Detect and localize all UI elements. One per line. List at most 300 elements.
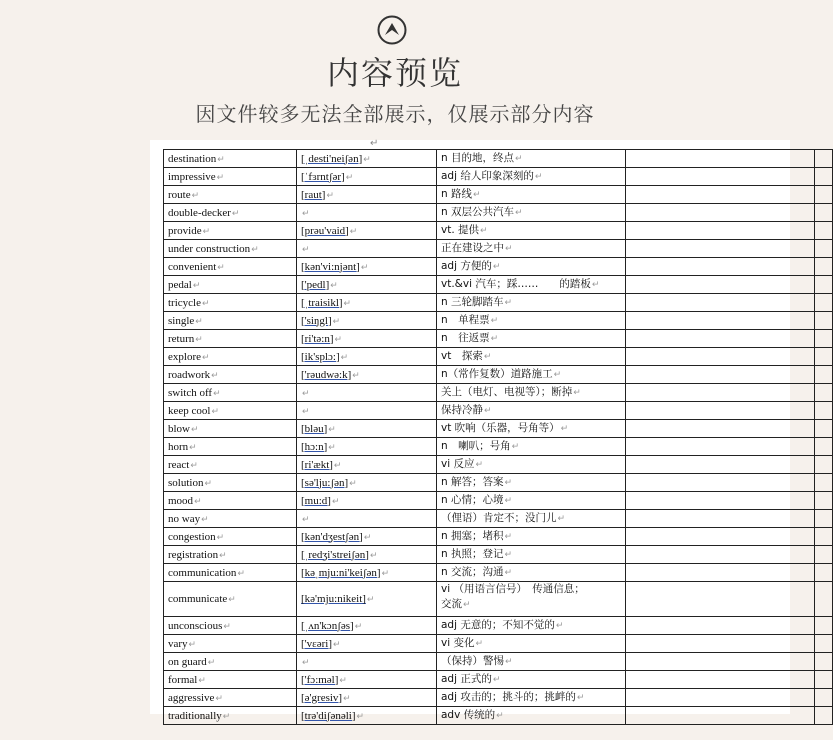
phonetic-cell [297,258,437,276]
empty-cell [626,671,815,689]
paragraph-mark: ↵ [217,153,225,164]
word-cell [164,276,297,294]
word-text: return [168,332,195,345]
phonetic-cell [297,582,437,617]
paragraph-mark: ↵ [496,711,504,721]
empty-cell [626,582,815,617]
phonetic-cell [297,168,437,186]
meaning-text: n 三轮脚踏车 [441,296,504,308]
meaning-cell [437,546,626,564]
paragraph-mark: ↵ [201,351,210,362]
empty-cell [626,420,815,438]
meaning-text: 保持冷静 [441,404,483,416]
word-cell [164,671,297,689]
phonetic-text: [ˌtraisikl] [301,296,343,309]
phonetic-text: [trə'diʃənəli] [301,709,356,722]
empty-cell [815,348,833,366]
word-text: on guard [168,655,207,668]
paragraph-mark: ↵ [483,352,492,362]
table-row [164,653,833,671]
phonetic-cell [297,204,437,222]
page-subtitle: 因文件较多无法全部展示，仅展示部分内容 [195,102,595,126]
table-row [164,617,833,635]
word-text: aggressive [168,691,215,704]
word-cell [164,582,297,617]
meaning-cell [437,366,626,384]
page-title: 内容预览 [326,54,463,92]
paragraph-mark: ↵ [190,459,198,470]
word-text: communicate [168,593,228,605]
meaning-cell [437,330,626,348]
paragraph-mark: ↵ [207,656,216,667]
meaning-cell [437,528,626,546]
paragraph-mark: ↵ [573,388,581,398]
table-row [164,240,833,258]
empty-cell [815,312,833,330]
empty-cell [815,671,833,689]
phonetic-cell [297,150,437,168]
meaning-text: vt 探索 [441,350,483,362]
empty-cell [815,707,833,725]
word-text: double-decker [168,206,231,219]
paragraph-mark: ↵ [490,334,499,344]
paragraph-mark: ↵ [192,279,201,290]
meaning-cell [437,474,626,492]
meaning-cell [437,617,626,635]
word-text: horn [168,440,189,453]
empty-cell [626,384,815,402]
paragraph-mark: ↵ [557,514,566,524]
meaning-text: n 目的地，终点 [441,152,514,164]
empty-cell [815,492,833,510]
up-arrow-logo-icon [377,15,407,45]
empty-cell [626,492,815,510]
word-text: traditionally [168,709,222,722]
empty-cell [815,204,833,222]
table-row [164,294,833,312]
paragraph-mark: ↵ [345,171,354,182]
meaning-cell [437,312,626,330]
empty-cell [626,204,815,222]
empty-cell [815,330,833,348]
empty-cell [626,707,815,725]
word-text: tricycle [168,296,201,309]
word-cell [164,402,297,420]
word-cell [164,456,297,474]
empty-cell [626,366,815,384]
word-cell [164,168,297,186]
empty-cell [815,276,833,294]
paragraph-mark: ↵ [490,316,499,326]
phonetic-cell [297,366,437,384]
paragraph-mark: ↵ [332,315,341,326]
table-row [164,528,833,546]
table-row [164,276,833,294]
paragraph-mark: ↵ [505,244,513,254]
phonetic-text: ['rəudwə:k] [301,368,352,381]
table-row [164,474,833,492]
paragraph-mark: ↵ [504,568,513,578]
empty-cell [626,689,815,707]
paragraph-mark: ↵ [251,243,259,254]
phonetic-cell [297,653,437,671]
phonetic-cell [297,222,437,240]
paragraph-mark: ↵ [219,549,227,560]
empty-cell [626,510,815,528]
paragraph-mark: ↵ [237,567,245,578]
paragraph-mark: ↵ [191,423,199,434]
meaning-text: n 交流；沟通 [441,566,504,578]
empty-cell [815,150,833,168]
phonetic-text: [ə'gresiv] [301,691,343,704]
paragraph-mark: ↵ [326,189,334,200]
word-text: keep cool [168,404,211,417]
meaning-cell [437,510,626,528]
meaning-text: vi 变化 [441,637,475,649]
phonetic-cell [297,546,437,564]
phonetic-text: [ri'ækt] [301,458,333,471]
empty-cell [815,635,833,653]
table-row [164,510,833,528]
word-text: congestion [168,530,216,543]
phonetic-text: [ˌdesti'neiʃən] [301,152,363,165]
word-text: registration [168,548,219,561]
table-row [164,671,833,689]
empty-cell [815,240,833,258]
paragraph-mark: ↵ [198,674,206,685]
meaning-cell [437,384,626,402]
phonetic-cell [297,456,437,474]
paragraph-mark: ↵ [475,460,484,470]
paragraph-mark: ↵ [195,333,203,344]
paragraph-mark: ↵ [216,531,225,542]
table-row [164,582,833,617]
paragraph-mark: ↵ [340,351,349,362]
phonetic-text: [sə'lju:ʃən] [301,476,349,489]
empty-cell [626,258,815,276]
meaning-text: adv 传统的 [441,709,496,721]
meaning-text: vt. 提供 [441,224,480,236]
phonetic-cell [297,564,437,582]
meaning-text: n 拥塞；堵积 [441,530,504,542]
paragraph-mark: ↵ [302,243,310,254]
meaning-cell [437,222,626,240]
word-cell [164,438,297,456]
meaning-cell [437,671,626,689]
paragraph-mark: ↵ [366,594,375,604]
paragraph-mark: ↵ [591,280,600,290]
paragraph-mark: ↵ [381,567,390,578]
phonetic-cell [297,510,437,528]
meaning-cell [437,582,643,617]
meaning-cell [437,186,626,204]
meaning-text: n 喇叭；号角 [441,440,511,452]
word-cell [164,510,297,528]
paragraph-mark: ↵ [484,406,492,416]
meaning-text: n 路线 [441,188,472,200]
meaning-cell [437,150,626,168]
paragraph-mark: ↵ [349,477,357,488]
phonetic-text: [ˌredʒi'streiʃən] [301,548,369,561]
meaning-cell [437,653,626,671]
meaning-cell [437,438,626,456]
empty-cell [626,635,815,653]
phonetic-cell [297,384,437,402]
phonetic-cell [297,186,437,204]
paragraph-mark: ↵ [201,513,209,524]
empty-cell [626,186,815,204]
meaning-cell [437,204,626,222]
word-text: unconscious [168,619,223,632]
word-cell [164,294,297,312]
document-preview [150,138,790,722]
phonetic-text: ['siŋgl] [301,314,332,327]
table-row [164,546,833,564]
empty-cell [626,168,815,186]
paragraph-mark: ↵ [349,225,358,236]
paragraph-mark: ↵ [333,459,342,470]
paragraph-mark: ↵ [222,710,231,721]
empty-cell [626,546,815,564]
meaning-text: （保持）警惕 [441,655,504,667]
paragraph-mark: ↵ [201,297,210,308]
phonetic-cell [297,635,437,653]
phonetic-text: ['vɛəri] [301,637,333,650]
paragraph-mark: ↵ [215,692,223,703]
phonetic-cell [297,402,437,420]
paragraph-mark: ↵ [217,261,225,272]
empty-cell [815,528,833,546]
word-cell [164,653,297,671]
paragraph-mark: ↵ [504,496,513,506]
meaning-text: vt.&vi 汽车；踩…… 的踏板 [441,278,591,290]
paragraph-mark: ↵ [363,531,372,542]
table-row [164,204,833,222]
paragraph-mark: ↵ [505,657,513,667]
word-text: explore [168,350,201,363]
empty-cell [815,168,833,186]
word-cell [164,258,297,276]
paragraph-mark: ↵ [343,692,351,703]
meaning-text: adj 正式的 [441,673,492,685]
meaning-text: vi 反应 [441,458,475,470]
meaning-text: n 执照；登记 [441,548,504,560]
table-row [164,150,833,168]
phonetic-cell [297,312,437,330]
word-text: destination [168,152,217,165]
phonetic-text: [kəˌmju:ni'keiʃən] [301,566,381,579]
paragraph-mark: ↵ [191,189,200,200]
meaning-text: n（常作复数）道路施工 [441,368,553,380]
empty-cell [626,617,815,635]
phonetic-text: [ˌʌn'kɔnʃəs] [301,619,354,632]
paragraph-mark: ↵ [504,298,513,308]
empty-cell [815,689,833,707]
phonetic-cell [297,689,437,707]
word-text: under construction [168,242,251,255]
empty-cell [626,456,815,474]
paragraph-mark: ↵ [354,620,363,631]
paragraph-mark: ↵ [228,594,236,604]
empty-cell [815,653,833,671]
empty-cell [626,312,815,330]
paragraph-mark: ↵ [553,370,562,380]
paragraph-mark: ↵ [352,369,360,380]
paragraph-mark: ↵ [515,154,523,164]
meaning-cell [437,276,626,294]
paragraph-mark: ↵ [302,405,310,416]
paragraph-mark: ↵ [555,621,564,631]
paragraph-mark: ↵ [334,333,343,344]
paragraph-mark: ↵ [213,387,221,398]
table-row [164,258,833,276]
word-cell [164,366,297,384]
table-row [164,330,833,348]
empty-cell [815,456,833,474]
table-row [164,384,833,402]
table-row [164,438,833,456]
meaning-cell [437,689,626,707]
empty-cell [815,294,833,312]
paragraph-mark: ↵ [339,674,347,685]
meaning-cell [437,258,626,276]
table-row [164,402,833,420]
empty-cell [626,438,815,456]
word-text: impressive [168,170,216,183]
paragraph-mark: ↵ [328,423,336,434]
paragraph-mark: ↵ [195,315,203,326]
word-cell [164,384,297,402]
meaning-cell [437,294,626,312]
word-text: single [168,314,195,327]
word-cell [164,204,297,222]
empty-cell [626,150,815,168]
paragraph-mark: ↵ [223,620,231,631]
phonetic-text: [ˈfɜrntʃər] [301,170,345,183]
empty-cell [815,438,833,456]
paragraph-mark: ↵ [360,261,369,272]
meaning-text: n 双层公共汽车 [441,206,514,218]
empty-cell [626,402,815,420]
word-cell [164,420,297,438]
empty-cell [626,222,815,240]
meaning-text: vt 吹响（乐器，号角等） [441,422,560,434]
phonetic-text: [raut] [301,188,326,201]
word-text: no way [168,512,201,525]
word-cell [164,689,297,707]
phonetic-cell [297,707,437,725]
paragraph-mark: ↵ [194,495,202,506]
table-row [164,635,833,653]
meaning-cell [437,564,626,582]
paragraph-mark: ↵ [188,638,197,649]
phonetic-text: [bləu] [301,422,328,435]
meaning-cell [437,168,626,186]
paragraph-mark: ↵ [511,442,520,452]
word-text: convenient [168,260,217,273]
vocabulary-table [163,149,833,725]
word-text: route [168,188,191,201]
meaning-text: n 单程票 [441,314,490,326]
table-row [164,707,833,725]
paragraph-mark: ↵ [328,441,336,452]
paragraph-mark: ↵ [534,172,543,182]
word-text: react [168,458,190,471]
meaning-text: adj 攻击的；挑斗的；挑衅的 [441,691,576,703]
phonetic-text: [mu:d] [301,494,331,507]
table-row [164,222,833,240]
table-row [164,420,833,438]
paragraph-mark: ↵ [211,405,219,416]
meaning-text: 关上（电灯、电视等）；断掉 [441,386,573,398]
word-text: vary [168,637,188,650]
empty-cell [815,258,833,276]
meaning-text: adj 无意的；不知不觉的 [441,619,555,631]
empty-cell [626,294,815,312]
phonetic-text: [hɔ:n] [301,440,328,453]
table-row [164,456,833,474]
empty-cell [815,546,833,564]
word-cell [164,240,297,258]
paragraph-mark: ↵ [204,477,212,488]
paragraph-mark: ↵ [504,532,513,542]
phonetic-text: [ri'tə:n] [301,332,334,345]
table-row [164,168,833,186]
paragraph-mark: ↵ [231,207,240,218]
paragraph-mark: ↵ [211,369,219,380]
word-text: solution [168,476,204,489]
table-row [164,312,833,330]
meaning-text: n 往返票 [441,332,490,344]
word-cell [164,150,297,168]
meaning-text: adj 方便的 [441,260,492,272]
phonetic-text: [ik'splɔ:] [301,350,340,363]
phonetic-cell [297,671,437,689]
word-text: communication [168,566,237,579]
paragraph-mark: ↵ [480,226,488,236]
empty-cell [626,564,815,582]
empty-cell [815,510,833,528]
empty-cell [626,348,815,366]
empty-cell [815,582,833,617]
paragraph-mark: ↵ [463,600,471,610]
phonetic-cell [297,276,437,294]
word-text: formal [168,673,198,686]
empty-cell [815,474,833,492]
meaning-cell [437,456,626,474]
meaning-text: vi （用语言信号） 传通信息； 交流 [441,583,643,610]
table-row [164,186,833,204]
phonetic-text: [kən'dʒestʃən] [301,530,363,543]
empty-cell [626,276,815,294]
empty-cell [815,186,833,204]
paragraph-mark: ↵ [331,495,340,506]
meaning-text: 正在建设之中 [441,242,504,254]
paragraph-mark: ↵ [473,190,481,200]
word-text: roadwork [168,368,211,381]
phonetic-cell [297,492,437,510]
meaning-cell [437,402,626,420]
word-cell [164,492,297,510]
word-cell [164,348,297,366]
meaning-text: n 解答；答案 [441,476,504,488]
empty-cell [626,528,815,546]
paragraph-mark: ↵ [216,171,225,182]
empty-cell [815,222,833,240]
paragraph-mark: ↵ [330,279,338,290]
phonetic-text: [kə'mju:nikeit] [301,593,366,605]
phonetic-cell [297,240,437,258]
